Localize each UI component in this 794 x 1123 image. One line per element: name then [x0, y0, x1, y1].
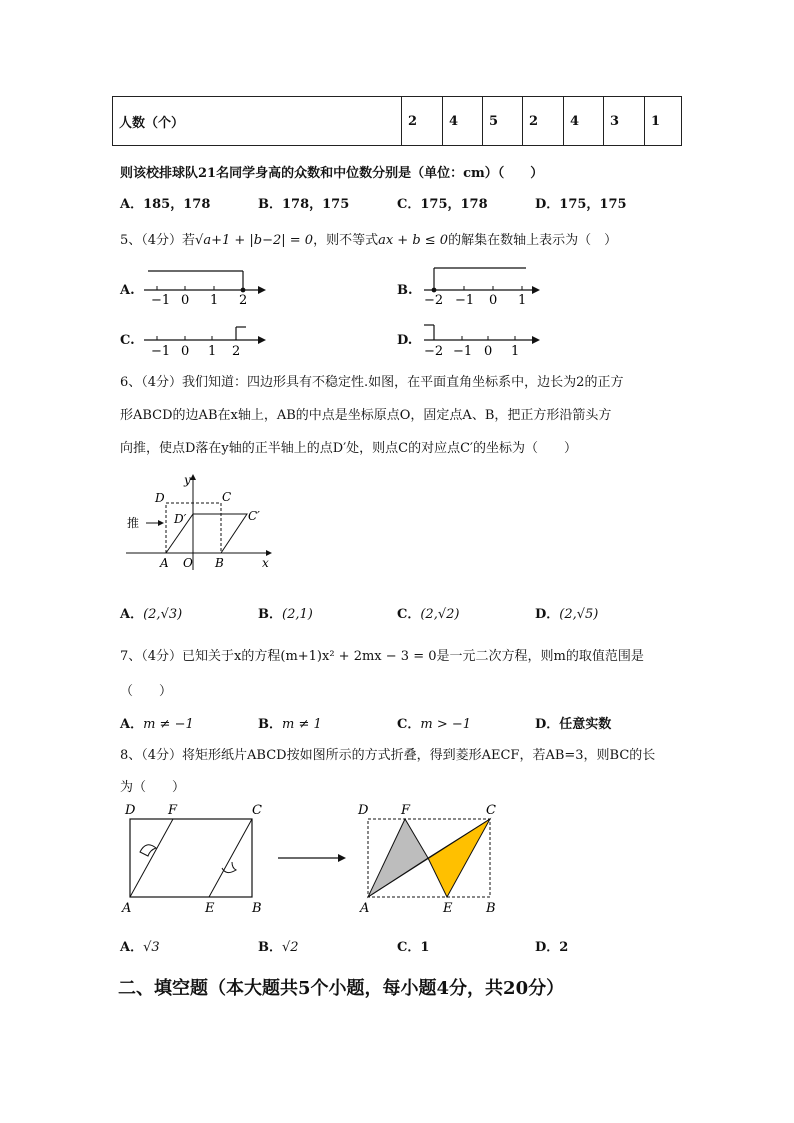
- q8-line-1: 8、（4分）将矩形纸片ABCD按如图所示的方式折叠，得到菱形AECF，若AB=3，则BC的长: [120, 748, 656, 763]
- q5-option-b-label: B.: [397, 283, 413, 298]
- fig8r-label-d: D: [358, 803, 369, 818]
- table-row: [113, 97, 682, 146]
- q5-option-c-label: C.: [120, 333, 135, 348]
- tick-label: 0: [181, 293, 190, 308]
- q5-number-line-d: [420, 320, 550, 360]
- q4-option-a: A．185，178: [120, 197, 211, 212]
- q8-option-d: D．2: [535, 940, 569, 955]
- q5-number-line-a: [140, 262, 270, 308]
- fig-label-push: 推: [127, 516, 140, 530]
- tick-label: 0: [489, 293, 498, 308]
- fig8-label-f: F: [168, 803, 178, 818]
- q6-line-1: 6、（4分）我们知道：四边形具有不稳定性.如图，在平面直角坐标系中，边长为2的正方: [120, 375, 624, 390]
- q4-option-b: B．178，175: [258, 197, 350, 212]
- fig8-label-a: A: [122, 901, 132, 916]
- q8-fold-figure: [118, 800, 510, 922]
- q5-option-d-label: D.: [397, 333, 413, 348]
- tick-label: −2: [424, 293, 444, 308]
- fig8r-label-a: A: [360, 901, 370, 916]
- q5-number-line-c: [140, 320, 270, 360]
- tick-label: 2: [232, 344, 241, 359]
- tick-label: 1: [208, 344, 217, 359]
- fig-label-x: x: [262, 556, 269, 570]
- q6-line-3: 向推，使点D落在y轴的正半轴上的点D′处，则点C的对应点C′的坐标为（ ）: [120, 441, 577, 456]
- table-row-label: 人数（个）: [113, 97, 402, 146]
- table-cell: 1: [645, 97, 682, 146]
- fig-label-o: O: [183, 556, 193, 570]
- tick-label: 1: [511, 344, 520, 359]
- tick-label: 0: [181, 344, 190, 359]
- table-cell: 2: [402, 97, 443, 146]
- q6-option-c: C．(2,√2): [397, 607, 460, 622]
- q8-line-2: 为（ ）: [120, 780, 186, 795]
- q7-line-1: 7、（4分）已知关于x的方程(m+1)x² + 2mx − 3 = 0是一元二次方程，则m的取值范围是: [120, 649, 644, 664]
- table-cell: 5: [483, 97, 523, 146]
- q7-option-d: D．任意实数: [535, 717, 612, 732]
- q5-mid: ，则不等式: [313, 233, 379, 248]
- tick-label: 2: [239, 293, 248, 308]
- fig-label-b: B: [215, 556, 224, 570]
- fig-label-c: C: [222, 490, 232, 504]
- q7-line-2: （ ）: [120, 684, 173, 699]
- q4-option-d: D．175，175: [535, 197, 627, 212]
- q4-stem: 则该校排球队21名同学身高的众数和中位数分别是（单位：cm）（ ）: [120, 166, 544, 181]
- fig8r-label-c: C: [486, 803, 496, 818]
- q8-option-c: C．1: [397, 940, 430, 955]
- fig8r-label-e: E: [443, 901, 453, 916]
- q4-option-c: C．175，178: [397, 197, 488, 212]
- q6-line-2: 形ABCD的边AB在x轴上，AB的中点是坐标原点O，固定点A、B，把正方形沿箭头方: [120, 408, 612, 423]
- q7-option-c: C．m > −1: [397, 717, 472, 732]
- q5-suffix: 的解集在数轴上表示为（ ）: [448, 233, 618, 248]
- q6-option-a: A．(2,√3): [120, 607, 183, 622]
- tick-label: −1: [453, 344, 473, 359]
- table-cell: 4: [564, 97, 604, 146]
- fig-label-y: y: [184, 473, 191, 487]
- fig-label-c-prime: C′: [248, 509, 260, 523]
- q5-option-a-label: A.: [120, 283, 135, 298]
- fig8-label-d: D: [125, 803, 136, 818]
- q5-stem: [120, 229, 617, 248]
- tick-label: −1: [151, 293, 171, 308]
- q8-option-b: B．√2: [258, 940, 299, 955]
- q6-coordinate-figure: [118, 470, 278, 580]
- fig8r-label-f: F: [401, 803, 411, 818]
- q5-inequality: ax + b ≤ 0: [378, 233, 449, 248]
- tick-label: 1: [210, 293, 219, 308]
- q5-condition: √a+1 + |b−2| = 0: [195, 233, 314, 248]
- tick-label: −1: [455, 293, 475, 308]
- fig8-label-e: E: [205, 901, 215, 916]
- q6-option-d: D．(2,√5): [535, 607, 599, 622]
- q5-number-line-b: [420, 262, 550, 308]
- section-heading: 二、填空题（本大题共5个小题，每小题4分，共20分）: [118, 978, 565, 999]
- table-cell: 3: [604, 97, 645, 146]
- q6-option-b: B．(2,1): [258, 607, 313, 622]
- tick-label: 0: [484, 344, 493, 359]
- fig-label-d-prime: D′: [174, 512, 187, 526]
- fig8-label-b: B: [252, 901, 262, 916]
- tick-label: 1: [518, 293, 527, 308]
- table-cell: 4: [443, 97, 483, 146]
- fig8r-label-b: B: [486, 901, 496, 916]
- q5-prefix: 5、（4分）若: [120, 233, 196, 248]
- tick-label: −1: [151, 344, 171, 359]
- fig8-label-c: C: [252, 803, 262, 818]
- fig-label-d: D: [155, 491, 165, 505]
- tick-label: −2: [424, 344, 444, 359]
- table-cell: 2: [523, 97, 564, 146]
- q7-option-b: B．m ≠ 1: [258, 717, 322, 732]
- fig-label-a: A: [160, 556, 169, 570]
- frequency-table: [112, 96, 682, 146]
- q7-option-a: A．m ≠ −1: [120, 717, 194, 732]
- q8-option-a: A．√3: [120, 940, 160, 955]
